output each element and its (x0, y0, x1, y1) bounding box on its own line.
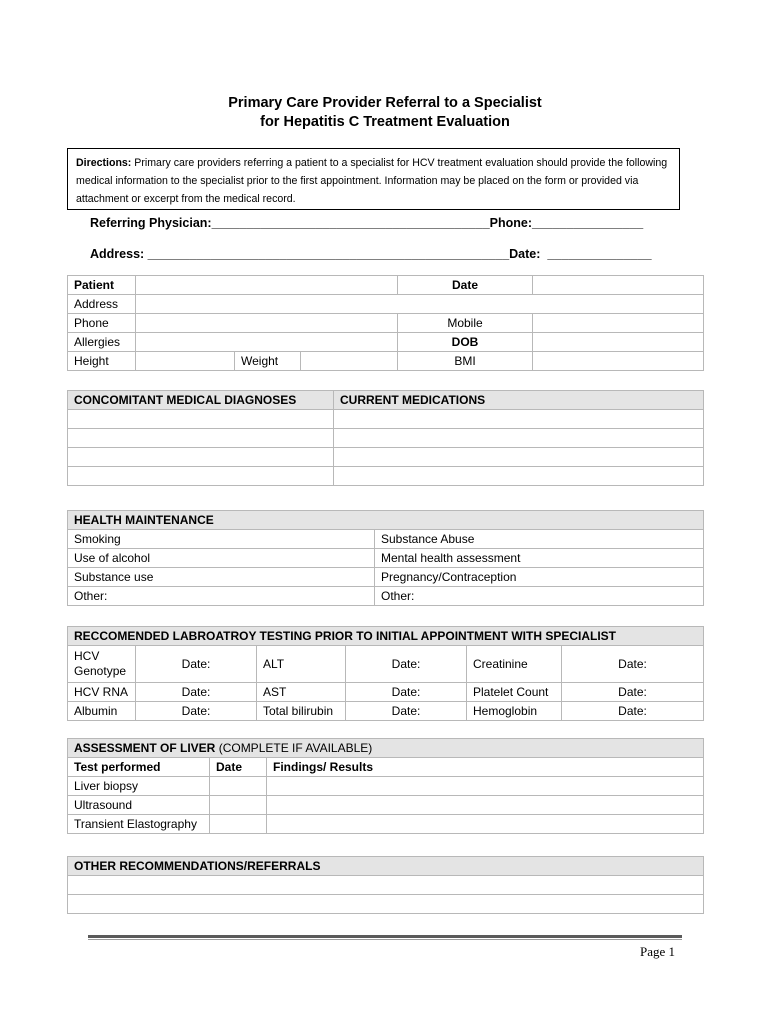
hemoglobin-date[interactable]: Date: (562, 702, 704, 721)
recommendation-field[interactable] (68, 876, 704, 895)
bmi-label: BMI (398, 352, 533, 371)
medication-field[interactable] (334, 410, 704, 429)
health-maintenance-table (67, 510, 704, 606)
current-medications-header: CURRENT MEDICATIONS (334, 391, 704, 410)
diagnoses-medications-table (67, 390, 704, 486)
health-maintenance-header: HEALTH MAINTENANCE (68, 511, 704, 530)
elastography-label: Transient Elastography (68, 815, 210, 834)
other-recommendations-table (67, 856, 704, 914)
lab-testing-header: RECCOMENDED LABROATROY TESTING PRIOR TO INITIAL APPOINTMENT WITH SPECIALIST (68, 627, 704, 646)
diagnosis-field[interactable] (68, 448, 334, 467)
hcv-genotype-label (68, 646, 136, 683)
liver-biopsy-label: Liver biopsy (68, 777, 210, 796)
hcv-genotype-date[interactable]: Date: (136, 646, 257, 683)
smoking-field[interactable]: Smoking (68, 530, 375, 549)
hcv-rna-date[interactable]: Date: (136, 683, 257, 702)
albumin-label: Albumin (68, 702, 136, 721)
medication-field[interactable] (334, 467, 704, 486)
hcv-rna-label: HCV RNA (68, 683, 136, 702)
allergies-label: Allergies (68, 333, 136, 352)
ultrasound-date[interactable] (210, 796, 267, 815)
diagnosis-field[interactable] (68, 467, 334, 486)
platelet-label: Platelet Count (467, 683, 562, 702)
dob-label: DOB (398, 333, 533, 352)
liver-assessment-table (67, 738, 704, 834)
creatinine-label: Creatinine (467, 646, 562, 683)
hemoglobin-label: Hemoglobin (467, 702, 562, 721)
patient-date-field[interactable] (533, 276, 704, 295)
diagnosis-field[interactable] (68, 410, 334, 429)
phone-label: Phone (68, 314, 136, 333)
address-label: Address (68, 295, 136, 314)
medication-field[interactable] (334, 429, 704, 448)
liver-biopsy-findings[interactable] (267, 777, 704, 796)
directions-box (67, 148, 680, 210)
patient-name-field[interactable] (136, 276, 398, 295)
hcv-label: HCV (74, 649, 100, 663)
alt-label: ALT (257, 646, 346, 683)
directions-label: Directions: (76, 157, 132, 169)
height-label: Height (68, 352, 136, 371)
liver-assessment-header (68, 739, 704, 758)
diagnosis-field[interactable] (68, 429, 334, 448)
genotype-label: Genotype (74, 664, 127, 678)
liver-biopsy-date[interactable] (210, 777, 267, 796)
ultrasound-findings[interactable] (267, 796, 704, 815)
liver-date-header: Date (210, 758, 267, 777)
health-other-left-field[interactable]: Other: (68, 587, 375, 606)
ast-date[interactable]: Date: (346, 683, 467, 702)
footer-rule (88, 935, 682, 938)
date-label: Date (398, 276, 533, 295)
referring-physician-line[interactable]: Referring Physician:________________________________________Phone:________________ (90, 216, 644, 230)
medication-field[interactable] (334, 448, 704, 467)
findings-header: Findings/ Results (267, 758, 704, 777)
ultrasound-label: Ultrasound (68, 796, 210, 815)
test-performed-header: Test performed (68, 758, 210, 777)
patient-weight-field[interactable] (301, 352, 398, 371)
patient-height-field[interactable] (136, 352, 235, 371)
patient-label: Patient (68, 276, 136, 295)
liver-header-title: ASSESSMENT OF LIVER (74, 741, 216, 755)
pregnancy-field[interactable]: Pregnancy/Contraception (375, 568, 704, 587)
footer-rule-thin (88, 939, 682, 940)
mobile-label: Mobile (398, 314, 533, 333)
patient-dob-field[interactable] (533, 333, 704, 352)
platelet-date[interactable]: Date: (562, 683, 704, 702)
patient-phone-field[interactable] (136, 314, 398, 333)
weight-label: Weight (235, 352, 301, 371)
patient-allergies-field[interactable] (136, 333, 398, 352)
bilirubin-date[interactable]: Date: (346, 702, 467, 721)
form-title-line1: Primary Care Provider Referral to a Specialist (228, 95, 542, 111)
address-date-line[interactable]: Address: ____________________________________________________Date: _______________ (90, 247, 652, 261)
page-number: Page 1 (640, 944, 676, 959)
bilirubin-label: Total bilirubin (257, 702, 346, 721)
elastography-date[interactable] (210, 815, 267, 834)
creatinine-date[interactable]: Date: (562, 646, 704, 683)
patient-address-field[interactable] (136, 295, 704, 314)
liver-header-note: (COMPLETE IF AVAILABLE) (215, 741, 373, 755)
alcohol-field[interactable]: Use of alcohol (68, 549, 375, 568)
concomitant-diagnoses-header: CONCOMITANT MEDICAL DIAGNOSES (68, 391, 334, 410)
directions-text: Primary care providers referring a patient to a specialist for HCV treatment evaluation should provide the following medical information to the specialist prior to the first appointment. Information may be placed on the form or provided via attachment or excerpt from the medical record. (76, 157, 668, 205)
health-other-right-field[interactable]: Other: (375, 587, 704, 606)
patient-bmi-field[interactable] (533, 352, 704, 371)
elastography-findings[interactable] (267, 815, 704, 834)
alt-date[interactable]: Date: (346, 646, 467, 683)
recommendation-field[interactable] (68, 895, 704, 914)
other-recommendations-header: OTHER RECOMMENDATIONS/REFERRALS (68, 857, 704, 876)
mental-health-field[interactable]: Mental health assessment (375, 549, 704, 568)
patient-table (67, 275, 704, 371)
substance-use-field[interactable]: Substance use (68, 568, 375, 587)
substance-abuse-field[interactable]: Substance Abuse (375, 530, 704, 549)
albumin-date[interactable]: Date: (136, 702, 257, 721)
ast-label: AST (257, 683, 346, 702)
lab-testing-table (67, 626, 704, 721)
form-title-line2: for Hepatitis C Treatment Evaluation (260, 114, 510, 130)
patient-mobile-field[interactable] (533, 314, 704, 333)
